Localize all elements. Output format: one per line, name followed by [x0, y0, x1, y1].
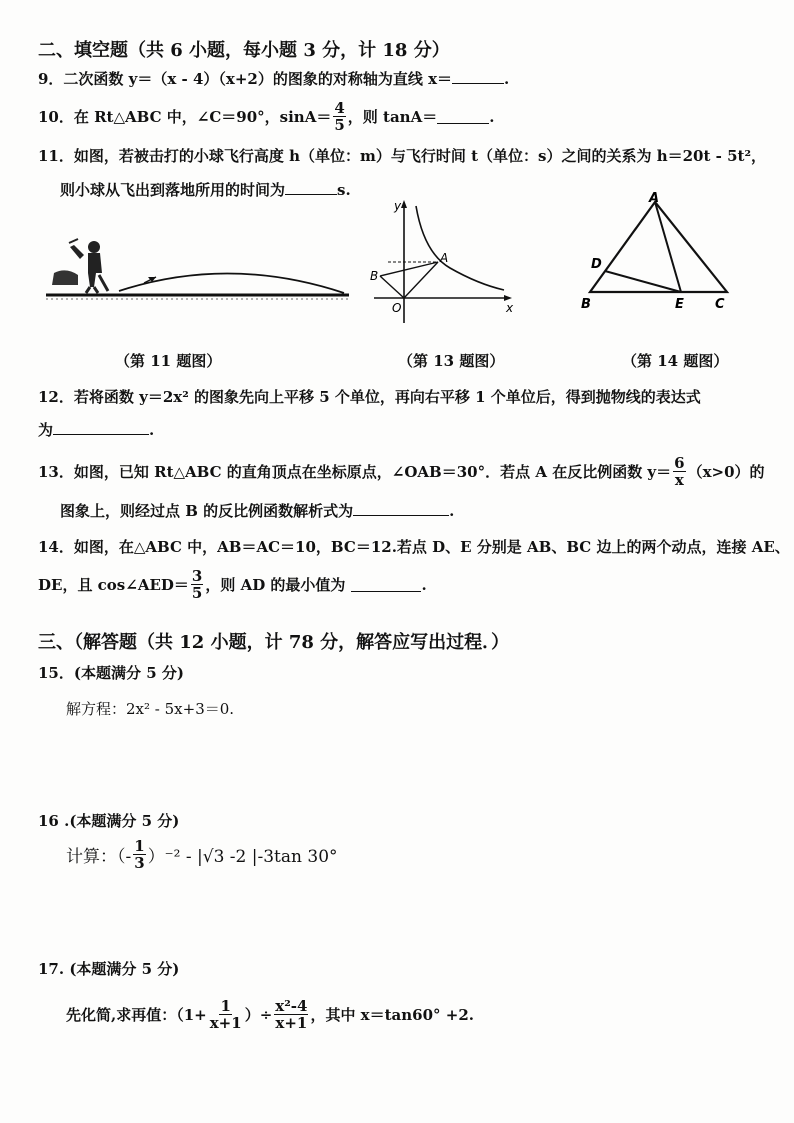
fraction-denominator: 5 [191, 584, 203, 602]
question-14-suffix: ，则 AD 的最小值为 [205, 576, 346, 594]
question-13-line1 [38, 455, 765, 488]
question-12-line1: 12．若将函数 y＝2x² 的图象先向上平移 5 个单位，再向右平移 1 个单位后，得到抛物线的表达式 [38, 388, 701, 406]
fraction-1-over-x-plus-1 [209, 998, 243, 1031]
section-title: 二、填空题（共 6 小题，每小题 3 分，计 18 分） [38, 40, 450, 61]
question-14-line2 [38, 568, 427, 601]
question-13-prefix: 13．如图，已知 Rt△ABC 的直角顶点在坐标原点，∠OAB＝30°．若点 A 在反比例函数 y＝ [38, 463, 672, 481]
fraction-1-3 [133, 838, 145, 871]
answer-blank-14[interactable] [351, 577, 421, 592]
fraction-denominator: 3 [134, 854, 145, 872]
figure-14-triangle [575, 192, 745, 317]
fraction-4-5 [333, 100, 345, 133]
question-13-line2 [60, 500, 454, 521]
figure-13-caption: （第 13 题图） [398, 352, 505, 370]
answer-blank-10[interactable] [437, 109, 489, 124]
vertex-c-label: C [715, 297, 725, 312]
question-13-text: 图象上，则经过点 B 的反比例函数解析式为 [60, 502, 354, 520]
point-a-label: A [440, 251, 449, 265]
question-9-end: . [504, 70, 510, 88]
question-11-unit: s. [337, 181, 351, 199]
fraction-numerator: x²-4 [275, 997, 308, 1015]
question-14-line1: 14．如图，在△ABC 中，AB＝AC＝10，BC＝12.若点 D、E 分别是 AB、BC 边上的两个动点，连接 AE、 [38, 538, 790, 556]
vertex-a-label: A [649, 192, 660, 206]
fraction-denominator: x+1 [209, 1014, 242, 1032]
section-3-title: 三、（解答题（共 12 小题，计 78 分，解答应写出过程．） [38, 632, 510, 653]
question-11-text: 则小球从飞出到落地所用的时间为 [60, 181, 286, 199]
fraction-numerator: 3 [191, 567, 203, 585]
fraction-6-x [673, 455, 685, 488]
question-17-header: 17. (本题满分 5 分) [38, 960, 180, 978]
origin-label: O [392, 301, 402, 315]
figure-11-ball-trajectory [44, 225, 354, 315]
vertex-b-label: B [581, 297, 591, 312]
y-axis-label: y [394, 199, 402, 213]
figure-14-caption: （第 14 题图） [622, 352, 729, 370]
fraction-numerator: 6 [674, 454, 685, 472]
question-17-mid: ）÷ [244, 1006, 273, 1024]
question-16-suffix: ）⁻² - |√3 -2 |-3tan 30° [147, 847, 338, 867]
question-17-suffix: ，其中 x＝tan60° +2. [310, 1006, 474, 1024]
question-10-prefix: 10．在 Rt△ABC 中，∠C＝90°，sinA＝ [38, 108, 332, 126]
question-12-end: . [149, 421, 155, 439]
question-12-line2 [38, 419, 154, 440]
question-15-body: 解方程：2x² - 5x+3＝0. [66, 700, 235, 718]
fraction-denominator: x [674, 471, 684, 489]
question-17-prefix: 先化简,求再值：（1+ [66, 1006, 207, 1024]
question-10-end: . [489, 107, 495, 126]
fraction-numerator: 4 [334, 99, 345, 117]
question-13-end: . [449, 502, 455, 520]
x-axis-label: x [506, 301, 514, 315]
question-17-body [66, 998, 474, 1031]
figure-11-caption: （第 11 题图） [115, 352, 222, 370]
question-16-prefix: 计算：（- [66, 847, 132, 867]
golfer-icon [52, 239, 108, 293]
figure-13-coordinate-plane [368, 198, 518, 328]
question-10-suffix: ，则 tanA＝ [347, 108, 438, 126]
question-14-end: . [421, 575, 427, 594]
question-10 [38, 100, 494, 133]
question-13-suffix: （x>0）的 [687, 463, 765, 481]
fraction-numerator: 1 [220, 997, 231, 1015]
fraction-3-5 [191, 568, 203, 601]
question-9-text: 9．二次函数 y＝（x - 4）（x+2）的图象的对称轴为直线 x＝ [38, 70, 453, 88]
fraction-numerator: 1 [134, 837, 145, 855]
fraction-denominator: x+1 [275, 1014, 308, 1032]
point-b-label: B [370, 269, 379, 283]
question-12-prefix: 为 [38, 421, 54, 439]
answer-blank-9[interactable] [452, 69, 504, 84]
question-15-header: 15．(本题满分 5 分) [38, 664, 184, 682]
answer-blank-12[interactable] [53, 420, 149, 435]
answer-blank-11[interactable] [285, 180, 337, 195]
question-11-line1: 11．如图，若被击打的小球飞行高度 h（单位：m）与飞行时间 t（单位：s）之间的关系为 h＝20t - 5t²， [38, 147, 767, 165]
answer-blank-13[interactable] [353, 501, 449, 516]
point-e-label: E [675, 297, 684, 312]
fraction-denominator: 5 [334, 116, 345, 134]
question-11-line2 [60, 179, 351, 200]
question-9 [38, 68, 509, 89]
point-d-label: D [591, 257, 602, 272]
fraction-x2-4-over-x-plus-1 [274, 998, 308, 1031]
question-16-header: 16 .(本题满分 5 分) [38, 812, 180, 830]
question-16-body [66, 838, 338, 871]
question-14-prefix: DE，且 cos∠AED＝ [38, 576, 189, 594]
